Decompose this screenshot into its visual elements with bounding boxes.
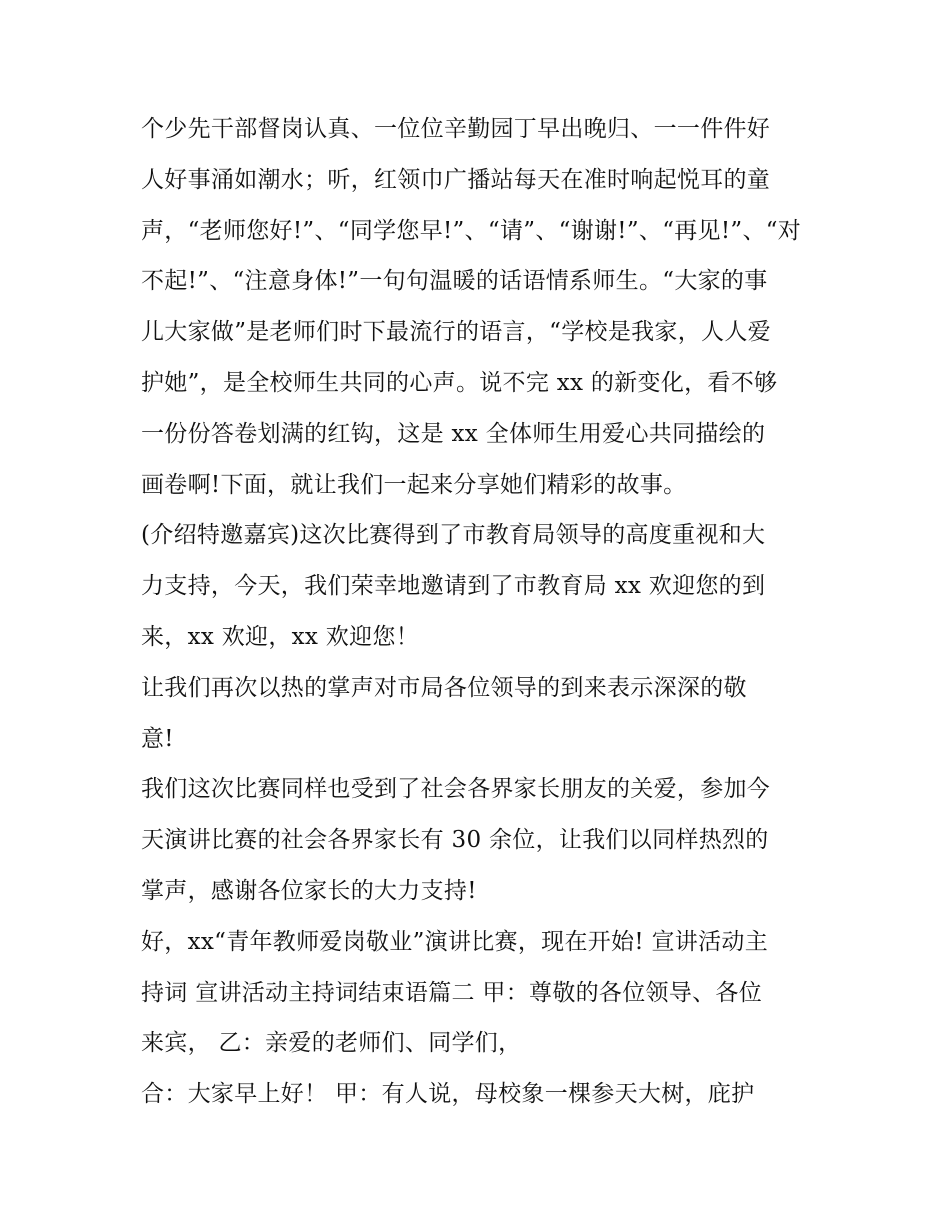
text-line: 好，xx“青年教师爱岗敬业”演讲比赛，现在开始! 宣讲活动主 (141, 928, 769, 955)
text-line: 个少先干部督岗认真、一位位辛勤园丁早出晚归、一一件件好 (141, 116, 771, 142)
text-line: 人好事涌如潮水；听，红领巾广播站每天在准时响起悦耳的童 (141, 166, 771, 193)
text-line: 来宾， 乙：亲爱的老师们、同学们， (141, 1030, 522, 1057)
text-line: 一份份答卷划满的红钩，这是 xx 全体师生用爱心共同描绘的 (141, 420, 766, 447)
body-text (141, 104, 817, 1120)
text-line: (介绍特邀嘉宾)这次比赛得到了市教育局领导的高度重视和大 (141, 522, 766, 549)
text-line: 来，xx 欢迎，xx 欢迎您！ (141, 623, 420, 650)
text-line: 意! (141, 725, 174, 752)
text-line: 我们这次比赛同样也受到了社会各界家长朋友的关爱，参加今 (141, 776, 771, 803)
text-line: 掌声，感谢各位家长的大力支持! (141, 877, 477, 904)
text-line: 合：大家早上好！ 甲：有人说，母校象一棵参天大树，庇护 (141, 1081, 755, 1108)
text-line: 声，“老师您好!”、“同学您早!”、“请”、“谢谢!”、“再见!”、“对 (141, 217, 802, 244)
text-line: 画卷啊!下面，就让我们一起来分享她们精彩的故事。 (141, 471, 687, 498)
text-line: 护她”，是全校师生共同的心声。说不完 xx 的新变化，看不够 (141, 369, 778, 396)
text-line: 持词 宣讲活动主持词结束语篇二 甲：尊敬的各位领导、各位 (141, 979, 763, 1006)
text-line: 力支持，今天，我们荣幸地邀请到了市教育局 xx 欢迎您的到 (141, 573, 766, 600)
text-line: 儿大家做”是老师们时下最流行的语言，“学校是我家，人人爱 (141, 319, 771, 346)
text-line: 不起!”、“注意身体!”一句句温暖的话语情系师生。“大家的事 (141, 268, 768, 295)
text-line: 天演讲比赛的社会各界家长有 30 余位，让我们以同样热烈的 (141, 827, 769, 854)
text-line: 让我们再次以热的掌声对市局各位领导的到来表示深深的敬 (141, 674, 747, 701)
